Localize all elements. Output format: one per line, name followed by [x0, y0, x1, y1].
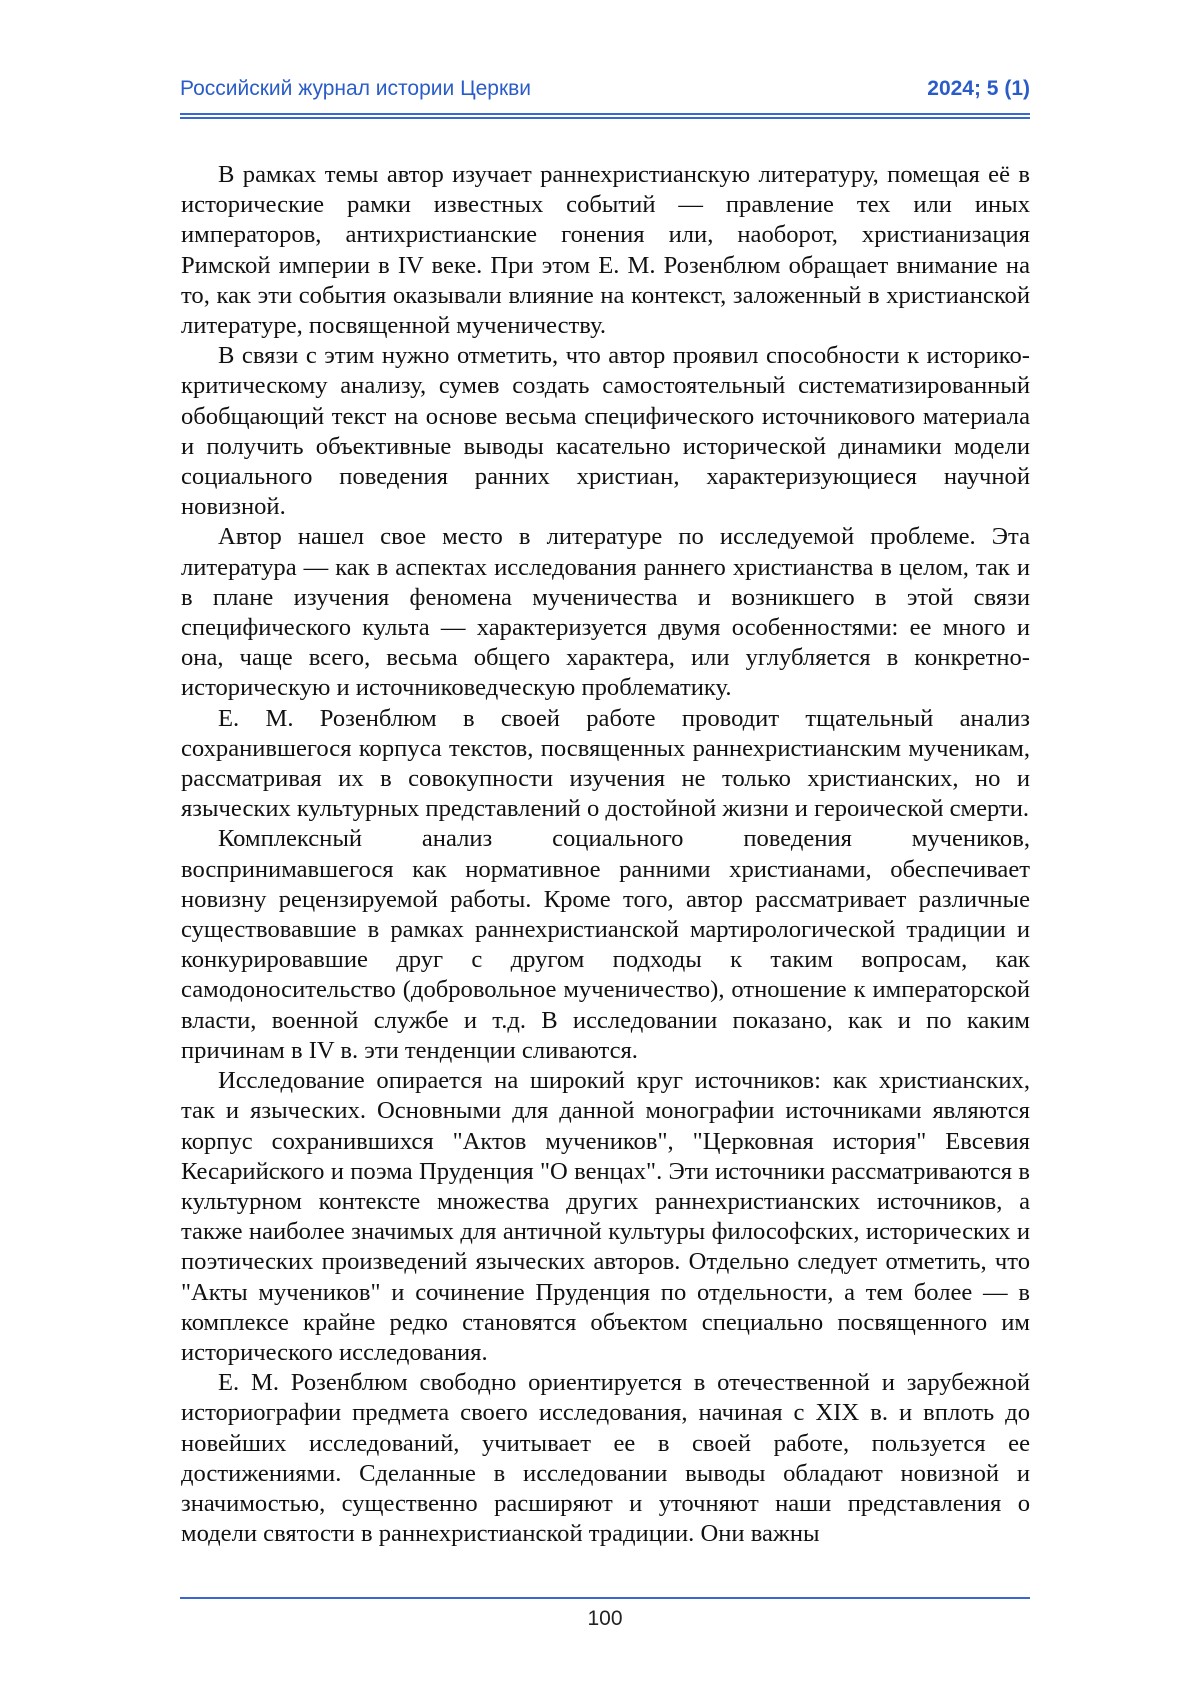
paragraph-6: Исследование опирается на широкий круг источников: как христианских, так и языческих. Основными для данной монографии источниками являются корпус сохранившихся "Актов мучеников", "Церковная история" Евсевия Кесарийского и поэма Пруденция "О венцах". Эти источники рассматриваются в культурном контексте множества других раннехристианских источников, а также наиболее значимых для античной культуры философских, исторических и поэтических произведений языческих авторов. Отдельно следует отметить, что "Акты мучеников" и сочинение Пруденция по отдельности, а тем более — в комплексе крайне редко становятся объектом специально посвященного им исторического исследования. [181, 1066, 1030, 1368]
paragraph-3: Автор нашел свое место в литературе по исследуемой проблеме. Эта литература — как в аспектах исследования раннего христианства в целом, так и в плане изучения феномена мученичества и возникшего в этой связи специфического культа — характеризуется двумя особенностями: ее много и она, чаще всего, весьма общего характера, или углубляется в конкретно-историческую и источниковедческую проблематику. [181, 522, 1030, 703]
paragraph-5: Комплексный анализ социального поведения мучеников, воспринимавшегося как нормативное ранними христианами, обеспечивает новизну рецензируемой работы. Кроме того, автор рассматривает различные существовавшие в рамках раннехристианской мартирологической традиции и конкурировавшие друг с другом подходы к таким вопросам, как самодоносительство (добровольное мученичество), отношение к императорской власти, военной службе и т.д. В исследовании показано, как и по каким причинам в IV в. эти тенденции сливаются. [181, 824, 1030, 1066]
journal-title: Российский журнал истории Церкви [180, 77, 531, 101]
issue-number: 2024; 5 (1) [927, 77, 1030, 101]
page-number: 100 [180, 1607, 1030, 1631]
paragraph-1: В рамках темы автор изучает раннехристианскую литературу, помещая её в исторические рамки известных событий — правление тех или иных императоров, антихристианские гонения или, наоборот, христианизация Римской империи в IV веке. При этом Е. М. Розенблюм обращает внимание на то, как эти события оказывали влияние на контекст, заложенный в христианской литературе, посвященной мученичеству. [181, 160, 1030, 341]
running-header [180, 74, 1030, 104]
header-divider [180, 113, 1030, 119]
paragraph-2: В связи с этим нужно отметить, что автор проявил способности к историко-критическому анализу, сумев создать самостоятельный систематизированный обобщающий текст на основе весьма специфического источникового материала и получить объективные выводы касательно исторической динамики модели социального поведения ранних христиан, характеризующиеся научной новизной. [181, 341, 1030, 522]
footer-divider [180, 1597, 1030, 1599]
paragraph-7: Е. М. Розенблюм свободно ориентируется в отечественной и зарубежной историографии предмета своего исследования, начиная с XIX в. и вплоть до новейших исследований, учитывает ее в своей работе, пользуется ее достижениями. Сделанные в исследовании выводы обладают новизной и значимостью, существенно расширяют и уточняют наши представления о модели святости в раннехристианской традиции. Они важны [181, 1368, 1030, 1549]
paragraph-4: Е. М. Розенблюм в своей работе проводит тщательный анализ сохранившегося корпуса текстов, посвященных раннехристианским мученикам, рассматривая их в совокупности изучения не только христианских, но и языческих культурных представлений о достойной жизни и героической смерти. [181, 704, 1030, 825]
article-body [181, 160, 1030, 1549]
